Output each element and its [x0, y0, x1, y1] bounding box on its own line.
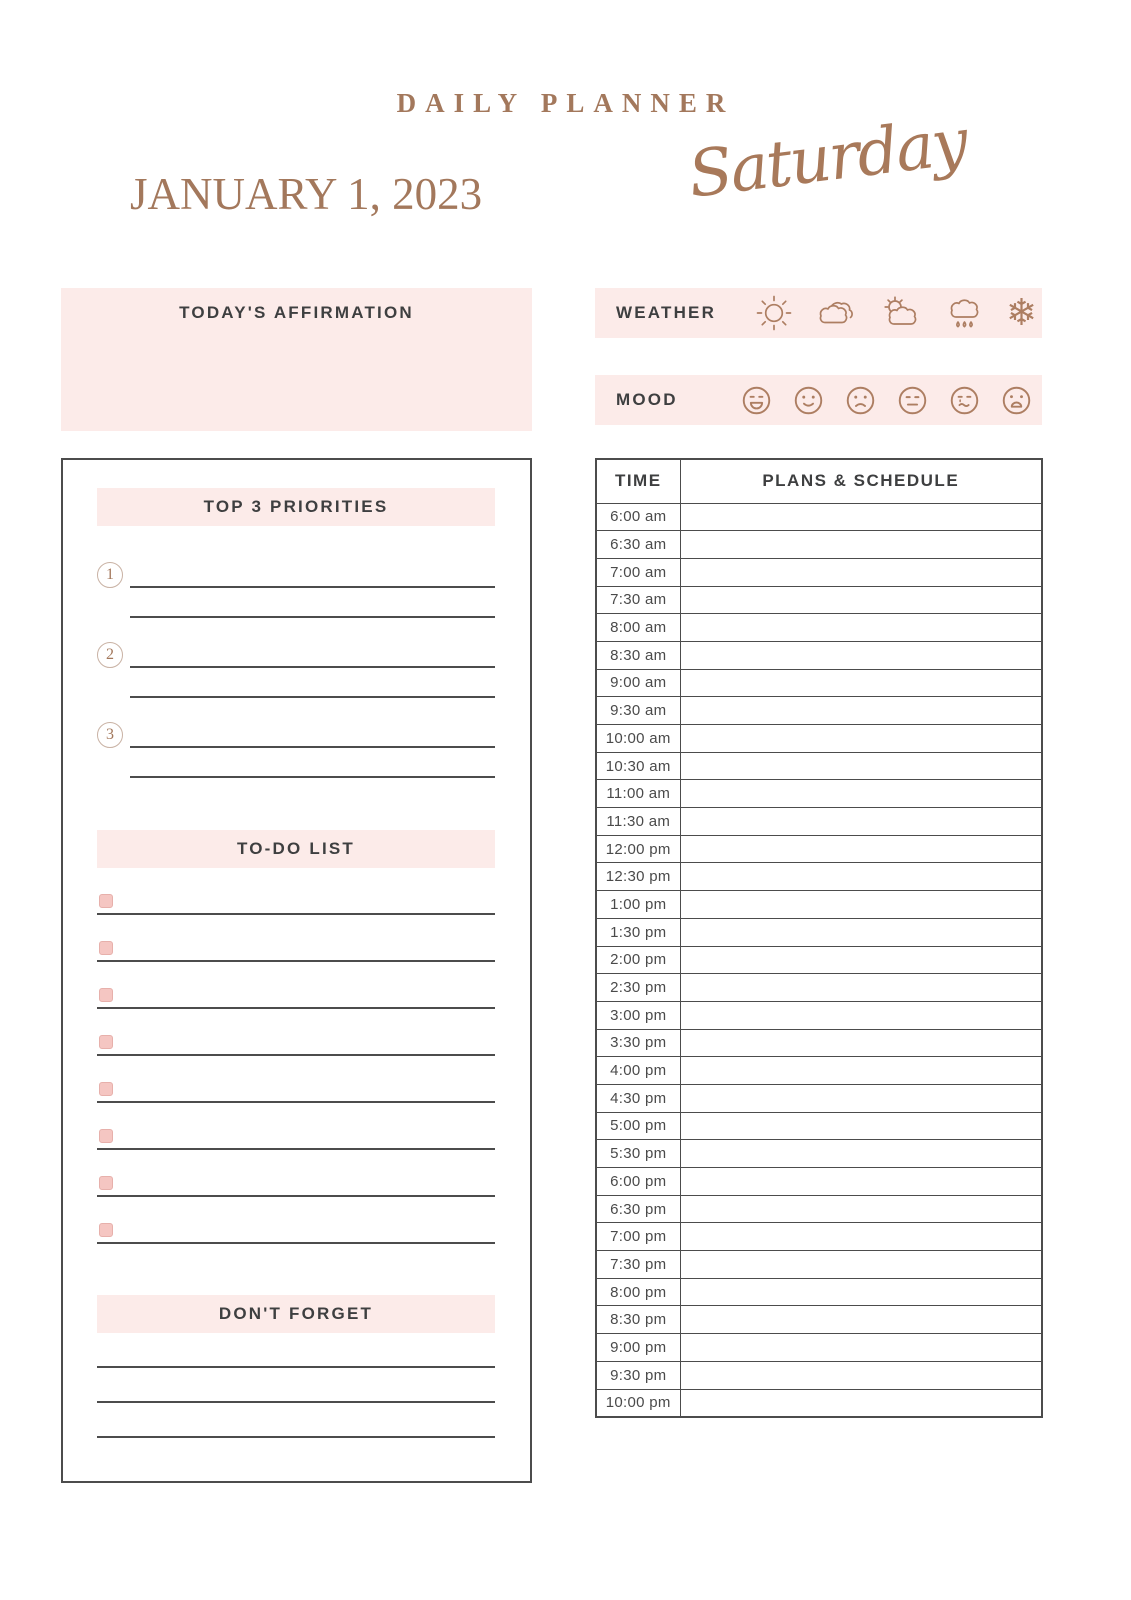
- todo-row[interactable]: [97, 1150, 495, 1197]
- page-title: DAILY PLANNER: [396, 88, 735, 118]
- schedule-row: [596, 614, 1042, 642]
- schedule-row: [596, 1001, 1042, 1029]
- plan-cell[interactable]: [680, 808, 1042, 836]
- time-cell: 10:30 am: [596, 752, 680, 780]
- plan-cell[interactable]: [680, 1112, 1042, 1140]
- todo-checkbox[interactable]: [99, 1129, 113, 1143]
- plan-cell[interactable]: [680, 835, 1042, 863]
- time-cell: 2:00 pm: [596, 946, 680, 974]
- plan-cell[interactable]: [680, 1057, 1042, 1085]
- schedule-row: [596, 725, 1042, 753]
- time-cell: 7:00 am: [596, 558, 680, 586]
- schedule-row: [596, 974, 1042, 1002]
- todo-checkbox[interactable]: [99, 1082, 113, 1096]
- plan-cell[interactable]: [680, 1389, 1042, 1417]
- time-cell: 6:00 pm: [596, 1168, 680, 1196]
- plan-cell[interactable]: [680, 752, 1042, 780]
- time-cell: 9:30 am: [596, 697, 680, 725]
- plans-header: PLANS & SCHEDULE: [680, 459, 1042, 503]
- dont-forget-write-line[interactable]: [97, 1368, 495, 1403]
- dont-forget-lines: [97, 1333, 495, 1438]
- schedule-row: [596, 835, 1042, 863]
- dont-forget-write-line[interactable]: [97, 1333, 495, 1368]
- time-header: TIME: [596, 459, 680, 503]
- laughing-face-icon[interactable]: [741, 385, 772, 416]
- schedule-row: [596, 752, 1042, 780]
- time-cell: 3:30 pm: [596, 1029, 680, 1057]
- time-cell: 1:30 pm: [596, 918, 680, 946]
- plan-cell[interactable]: [680, 1140, 1042, 1168]
- time-cell: 7:30 am: [596, 586, 680, 614]
- smiling-face-icon[interactable]: [793, 385, 824, 416]
- time-cell: 10:00 pm: [596, 1389, 680, 1417]
- time-cell: 9:00 pm: [596, 1334, 680, 1362]
- schedule-header-row: [596, 459, 1042, 503]
- todo-checkbox[interactable]: [99, 941, 113, 955]
- todo-row[interactable]: [97, 1056, 495, 1103]
- plan-cell[interactable]: [680, 503, 1042, 531]
- priority-item: [97, 642, 495, 698]
- plan-cell[interactable]: [680, 1001, 1042, 1029]
- todo-checkbox[interactable]: [99, 1176, 113, 1190]
- left-panel: [61, 458, 532, 1483]
- schedule-row: [596, 1334, 1042, 1362]
- priority-write-line[interactable]: [130, 724, 495, 748]
- priority-number-badge: 1: [97, 562, 123, 588]
- schedule-row: [596, 863, 1042, 891]
- time-cell: 8:00 am: [596, 614, 680, 642]
- plan-cell[interactable]: [680, 1361, 1042, 1389]
- plan-cell[interactable]: [680, 1084, 1042, 1112]
- todo-row[interactable]: [97, 1197, 495, 1244]
- plan-cell[interactable]: [680, 558, 1042, 586]
- schedule-row: [596, 1168, 1042, 1196]
- time-cell: 7:00 pm: [596, 1223, 680, 1251]
- plan-cell[interactable]: [680, 1029, 1042, 1057]
- todo-row[interactable]: [97, 962, 495, 1009]
- schedule-row: [596, 558, 1042, 586]
- todo-row[interactable]: [97, 1103, 495, 1150]
- schedule-row: [596, 946, 1042, 974]
- todo-list: [97, 868, 495, 1244]
- plan-cell[interactable]: [680, 531, 1042, 559]
- priorities-banner: [97, 488, 495, 526]
- schedule-row: [596, 808, 1042, 836]
- todo-title: TO-DO LIST: [236, 839, 355, 858]
- priorities-title: TOP 3 PRIORITIES: [203, 497, 389, 516]
- clouds-icon[interactable]: [815, 293, 859, 333]
- plan-cell[interactable]: [680, 891, 1042, 919]
- time-cell: 11:00 am: [596, 780, 680, 808]
- time-cell: 10:00 am: [596, 725, 680, 753]
- priority-item: [97, 562, 495, 618]
- todo-checkbox[interactable]: [99, 1035, 113, 1049]
- affirmation-box[interactable]: [61, 288, 532, 431]
- time-cell: 7:30 pm: [596, 1251, 680, 1279]
- time-cell: 3:00 pm: [596, 1001, 680, 1029]
- weather-label: WEATHER: [616, 303, 717, 322]
- weather-icons: [754, 292, 1042, 334]
- todo-banner: [97, 830, 495, 868]
- day-of-week-script: Saturday: [684, 105, 971, 213]
- todo-checkbox[interactable]: [99, 1223, 113, 1237]
- schedule-row: [596, 586, 1042, 614]
- schedule-row: [596, 1029, 1042, 1057]
- plan-cell[interactable]: [680, 1195, 1042, 1223]
- plan-cell[interactable]: [680, 725, 1042, 753]
- time-cell: 4:00 pm: [596, 1057, 680, 1085]
- schedule-row: [596, 1057, 1042, 1085]
- priority-write-line[interactable]: [130, 564, 495, 588]
- priority-number-badge: 2: [97, 642, 123, 668]
- schedule-row: [596, 1112, 1042, 1140]
- distressed-face-icon[interactable]: [1001, 385, 1032, 416]
- plan-cell[interactable]: [680, 946, 1042, 974]
- neutral-face-icon[interactable]: [897, 385, 928, 416]
- dont-forget-write-line[interactable]: [97, 1403, 495, 1438]
- plan-cell[interactable]: [680, 1168, 1042, 1196]
- priority-item: [97, 722, 495, 778]
- priority-write-line-2[interactable]: [130, 588, 495, 618]
- schedule-table: [595, 458, 1043, 1418]
- time-cell: 6:30 am: [596, 531, 680, 559]
- plan-cell[interactable]: [680, 614, 1042, 642]
- plan-cell[interactable]: [680, 780, 1042, 808]
- time-cell: 6:30 pm: [596, 1195, 680, 1223]
- plan-cell[interactable]: [680, 586, 1042, 614]
- schedule-row: [596, 1195, 1042, 1223]
- time-cell: 1:00 pm: [596, 891, 680, 919]
- time-cell: 8:30 pm: [596, 1306, 680, 1334]
- crying-face-icon[interactable]: [949, 385, 980, 416]
- plan-cell[interactable]: [680, 1306, 1042, 1334]
- dont-forget-banner: [97, 1295, 495, 1333]
- time-cell: 4:30 pm: [596, 1084, 680, 1112]
- plan-cell[interactable]: [680, 1251, 1042, 1279]
- priority-write-line[interactable]: [130, 644, 495, 668]
- sun-behind-cloud-icon[interactable]: [880, 293, 924, 333]
- priority-write-line-2[interactable]: [130, 668, 495, 698]
- time-cell: 6:00 am: [596, 503, 680, 531]
- todo-row[interactable]: [97, 1009, 495, 1056]
- schedule-body: [596, 503, 1042, 1417]
- time-cell: 12:00 pm: [596, 835, 680, 863]
- time-cell: 12:30 pm: [596, 863, 680, 891]
- date-heading: JANUARY 1, 2023: [130, 169, 483, 219]
- todo-row[interactable]: [97, 868, 495, 915]
- schedule-row: [596, 891, 1042, 919]
- snowflake-icon[interactable]: ❄: [1005, 291, 1037, 334]
- plan-cell[interactable]: [680, 1334, 1042, 1362]
- schedule-row: [596, 669, 1042, 697]
- time-cell: 8:30 am: [596, 641, 680, 669]
- weather-band: [595, 288, 1042, 338]
- todo-checkbox[interactable]: [99, 894, 113, 908]
- plan-cell[interactable]: [680, 641, 1042, 669]
- frowning-face-icon[interactable]: [845, 385, 876, 416]
- plan-cell[interactable]: [680, 1278, 1042, 1306]
- priority-write-line-2[interactable]: [130, 748, 495, 778]
- plan-cell[interactable]: [680, 918, 1042, 946]
- rain-cloud-icon[interactable]: [945, 292, 985, 334]
- mood-icons: [741, 385, 1042, 416]
- mood-label: MOOD: [616, 390, 678, 409]
- todo-checkbox[interactable]: [99, 988, 113, 1002]
- plan-cell[interactable]: [680, 669, 1042, 697]
- schedule-row: [596, 918, 1042, 946]
- time-cell: 9:30 pm: [596, 1361, 680, 1389]
- priority-number-badge: 3: [97, 722, 123, 748]
- schedule-row: [596, 780, 1042, 808]
- time-cell: 11:30 am: [596, 808, 680, 836]
- schedule-row: [596, 1251, 1042, 1279]
- schedule-row: [596, 1140, 1042, 1168]
- time-cell: 5:00 pm: [596, 1112, 680, 1140]
- schedule-row: [596, 1306, 1042, 1334]
- schedule-row: [596, 503, 1042, 531]
- plan-cell[interactable]: [680, 863, 1042, 891]
- time-cell: 5:30 pm: [596, 1140, 680, 1168]
- schedule-row: [596, 1084, 1042, 1112]
- plan-cell[interactable]: [680, 974, 1042, 1002]
- affirmation-title: TODAY'S AFFIRMATION: [179, 303, 414, 322]
- schedule-row: [596, 697, 1042, 725]
- dont-forget-title: DON'T FORGET: [218, 1304, 374, 1323]
- schedule-row: [596, 641, 1042, 669]
- schedule-row: [596, 1223, 1042, 1251]
- plan-cell[interactable]: [680, 1223, 1042, 1251]
- sun-icon[interactable]: [754, 293, 794, 333]
- time-cell: 8:00 pm: [596, 1278, 680, 1306]
- time-cell: 9:00 am: [596, 669, 680, 697]
- todo-row[interactable]: [97, 915, 495, 962]
- time-cell: 2:30 pm: [596, 974, 680, 1002]
- plan-cell[interactable]: [680, 697, 1042, 725]
- priorities-list: [97, 562, 495, 778]
- schedule-row: [596, 1278, 1042, 1306]
- schedule-row: [596, 1389, 1042, 1417]
- mood-band: [595, 375, 1042, 425]
- schedule-row: [596, 1361, 1042, 1389]
- schedule-row: [596, 531, 1042, 559]
